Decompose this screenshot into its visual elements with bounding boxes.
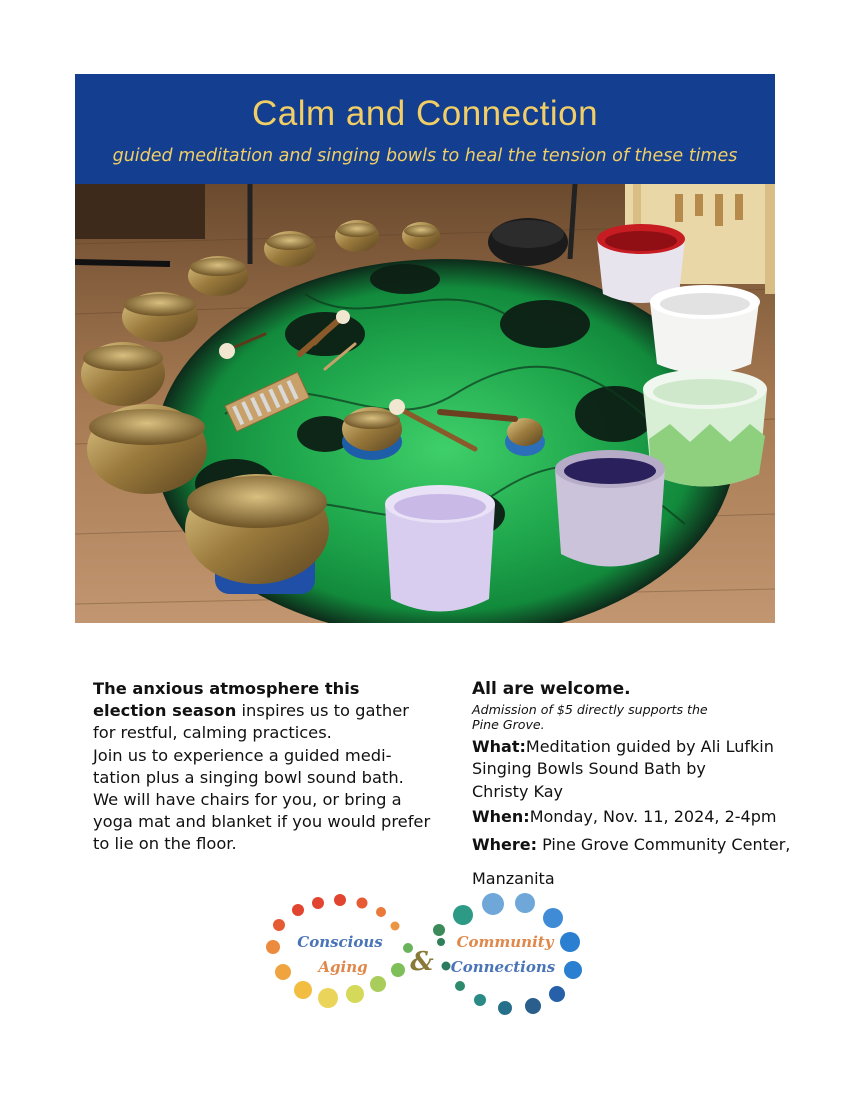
what-line-2: Singing Bowls Sound Bath by [472,759,706,779]
event-description [93,678,433,856]
what-value: Meditation guided by Ali Lufkin [525,737,774,756]
when-value: Monday, Nov. 11, 2024, 2-4pm [529,806,777,826]
conscious-aging-logo [265,890,595,1020]
where-label: Where: [472,835,538,855]
admission-note: Admission of $5 directly supports the Pine Grove. [472,702,708,732]
event-details [472,678,812,890]
event-subtitle: guided meditation and singing bowls to heal the tension of these times [112,146,738,166]
logo-left-line1: Conscious [297,933,383,951]
where-line [472,834,812,856]
logo-right-line1: Community [456,933,554,951]
what-line-3: Christy Kay [472,781,563,801]
what-label: What: [472,737,526,756]
description-line1: inspires us to gather for restful, calming practices. [93,701,409,743]
when-label: When: [472,806,530,826]
what-line [472,736,812,758]
description-line3: We will have chairs for you, or bring a yoga mat and blanket if you would prefer to lie on the floor. [93,790,431,854]
singing-bowls-photo [75,184,775,623]
description-line2: Join us to experience a guided medi-tation plus a singing bowl sound bath. [93,745,404,787]
where-value: Pine Grove Community Center, [537,835,791,855]
event-title: Calm and Connection [251,94,599,133]
where-line-2: Manzanita [472,869,555,889]
logo-right-line2: Connections [450,958,556,976]
header-banner [75,74,775,184]
description-lead: The anxious atmosphere this election season [93,679,360,721]
logo-left-line2: Aging [318,958,368,976]
when-line [472,806,812,828]
logo-ampersand: & [410,947,434,977]
welcome-heading: All are welcome. [472,679,631,699]
